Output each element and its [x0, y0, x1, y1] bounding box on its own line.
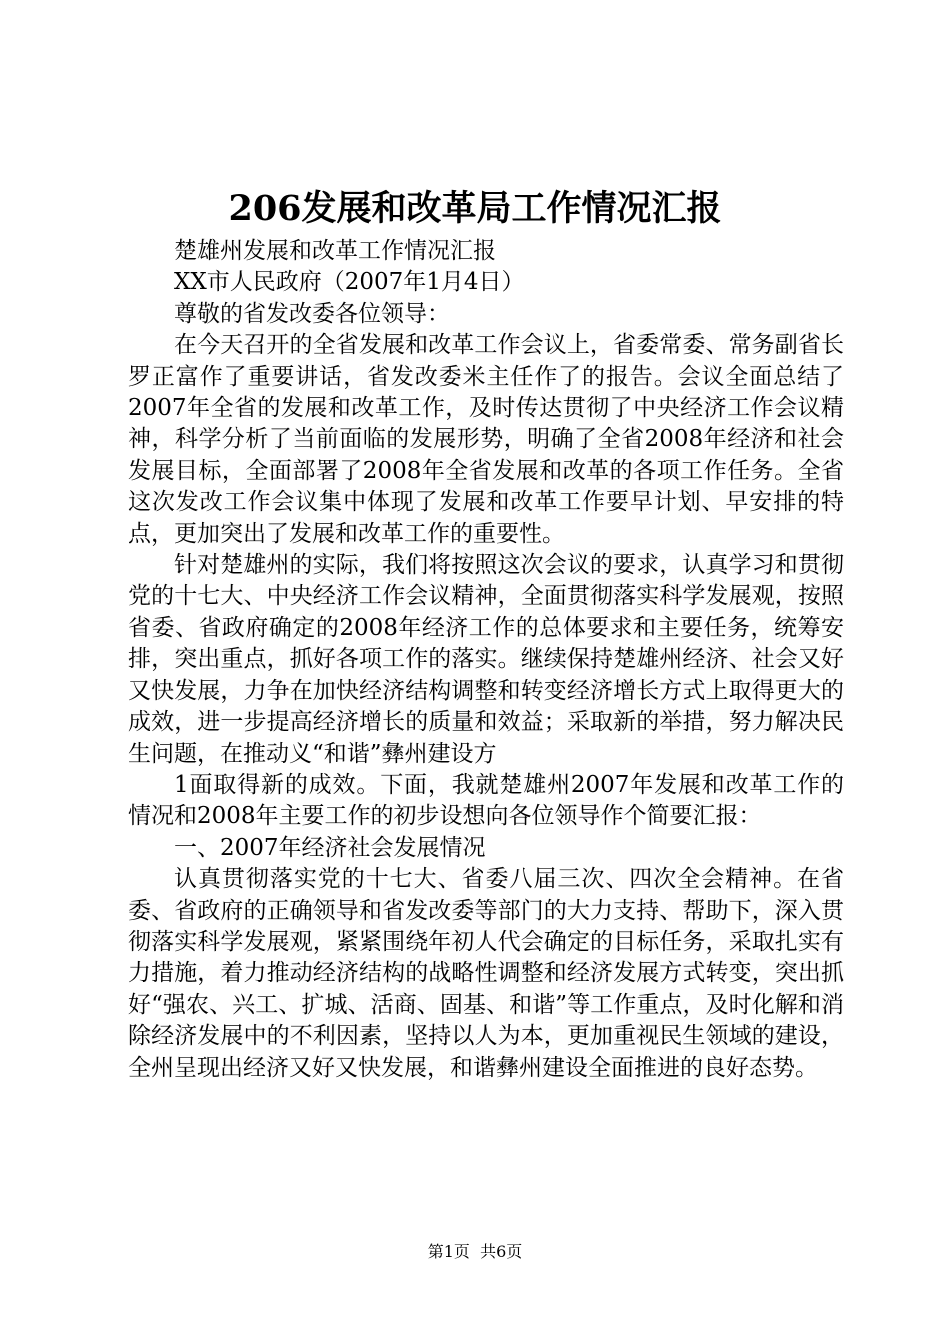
document-body [128, 236, 844, 1084]
body-paragraph: 1面取得新的成效。下面，我就楚雄州2007年发展和改革工作的情况和2008年主要工作的初步设想向各位领导作个简要汇报： [128, 771, 844, 830]
body-paragraph: 在今天召开的全省发展和改革工作会议上，省委常委、常务副省长罗正富作了重要讲话，省发改委米主任作了的报告。会议全面总结了2007年全省的发展和改革工作，及时传达贯彻了中央经济工作会议精神，科学分析了当前面临的发展形势，明确了全省2008年经济和社会发展目标，全面部署了2008年全省发展和改革的各项工作任务。全省这次发改工作会议集中体现了发展和改革工作要早计划、早安排的特点，更加突出了发展和改革工作的重要性。 [128, 332, 844, 547]
section-heading: 一、2007年经济社会发展情况 [174, 834, 486, 861]
document-title: 206发展和改革局工作情况汇报 [228, 188, 722, 229]
page-number-current: 第1页 [427, 1242, 470, 1261]
page-footer [0, 1240, 950, 1264]
footer-separator [470, 1242, 480, 1261]
body-paragraph: 认真贯彻落实党的十七大、省委八届三次、四次全会精神。在省委、省政府的正确领导和省发改委等部门的大力支持、帮助下，深入贯彻落实科学发展观，紧紧围绕年初人代会确定的目标任务，采取扎实有力措施，着力推动经济结构的战略性调整和经济发展方式转变，突出抓好“强农、兴工、扩城、活商、固基、和谐”等工作重点，及时化解和消除经济发展中的不利因素，坚持以人为本，更加重视民生领域的建设，全州呈现出经济又好又快发展，和谐彝州建设全面推进的良好态势。 [128, 866, 844, 1081]
doc-subtitle: 楚雄州发展和改革工作情况汇报 [174, 238, 496, 264]
page-number-total: 共6页 [480, 1242, 523, 1261]
body-paragraph: 针对楚雄州的实际，我们将按照这次会议的要求，认真学习和贯彻党的十七大、中央经济工作会议精神，全面贯彻落实科学发展观，按照省委、省政府确定的2008年经济工作的总体要求和主要任务，统筹安排，突出重点，抓好各项工作的落实。继续保持楚雄州经济、社会又好又快发展，力争在加快经济结构调整和转变经济增长方式上取得更大的成效，进一步提高经济增长的质量和效益；采取新的举措，努力解决民生问题，在推动义“和谐”彝州建设方 [128, 552, 844, 767]
doc-salutation: 尊敬的省发改委各位领导： [174, 300, 450, 327]
doc-issuer-date: XX市人民政府（2007年1月4日） [174, 269, 525, 296]
